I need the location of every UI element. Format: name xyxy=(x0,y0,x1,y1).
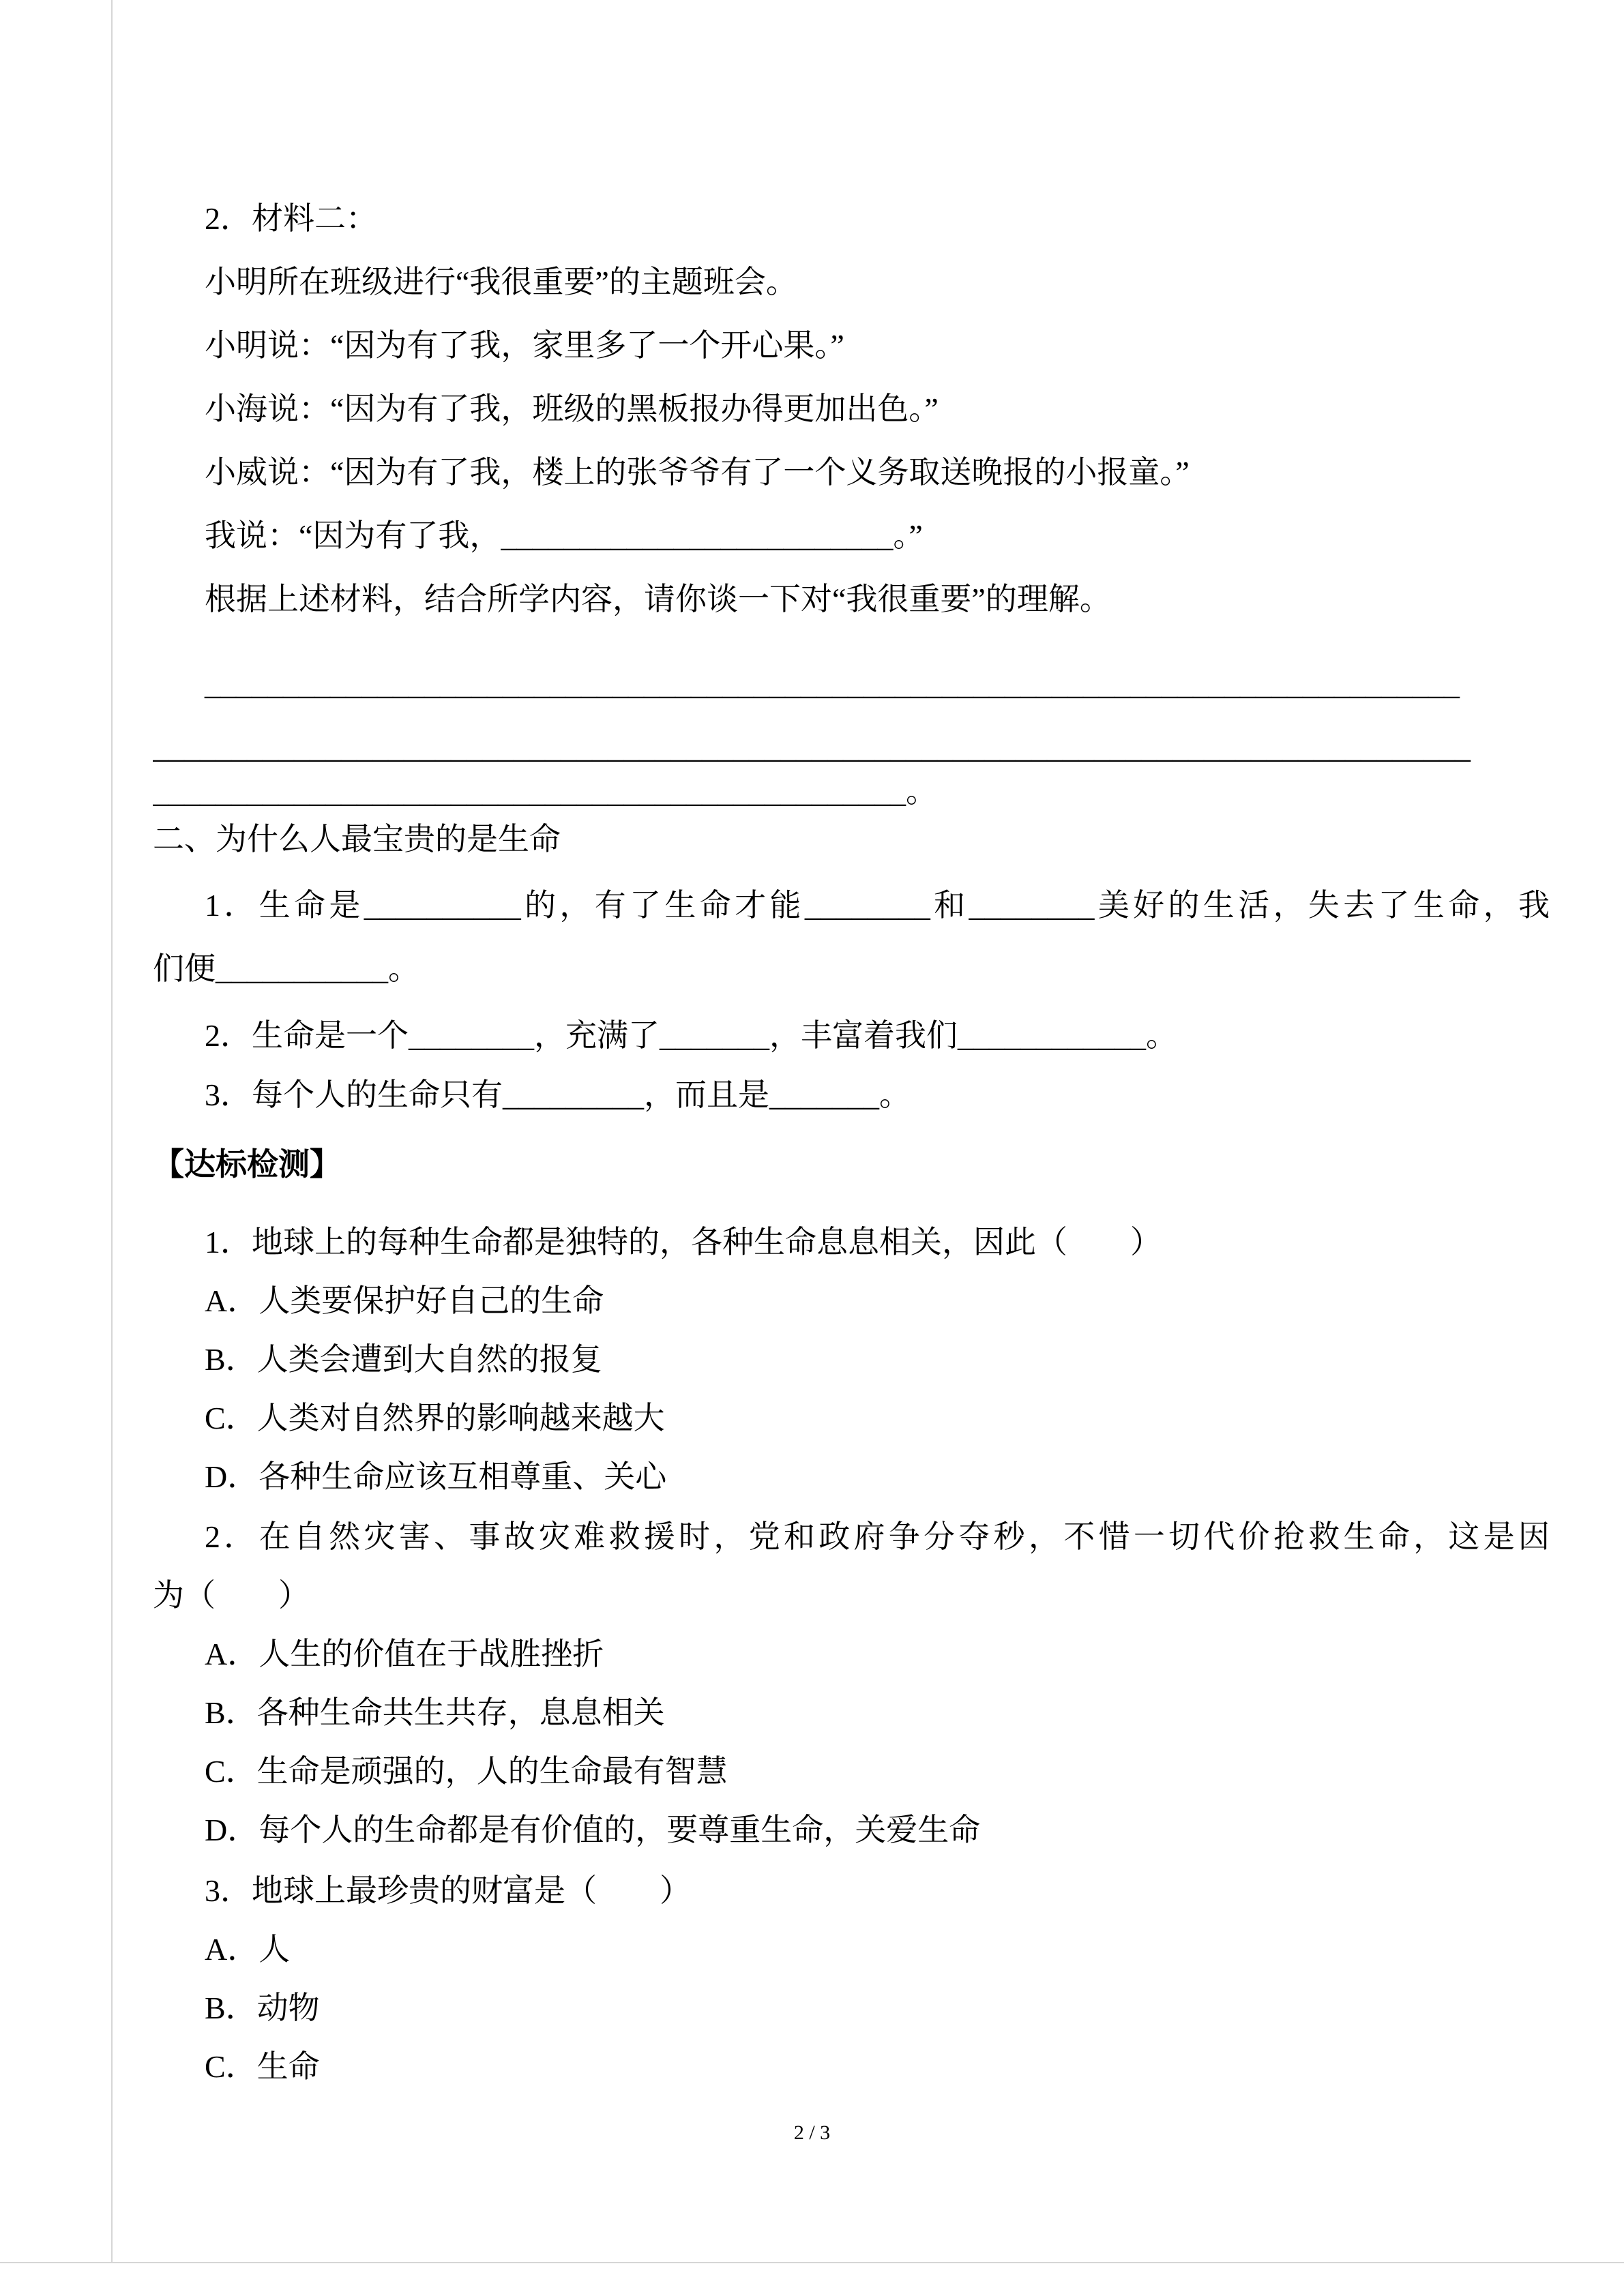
dialog-xiaohai: 小海说：“因为有了我，班级的黑板报办得更加出色。” xyxy=(205,391,939,426)
page-number: 2 / 3 xyxy=(793,2121,831,2144)
fill-item-1-line-1: 1．生命是__________的，有了生命才能________和________美好的生活，失去了生命，我 xyxy=(205,888,1550,923)
fill-item-3: 3．每个人的生命只有_________，而且是_______。 xyxy=(205,1077,911,1112)
material-task: 根据上述材料，结合所学内容，请你谈一下对“我很重要”的理解。 xyxy=(205,582,1111,616)
dialog-xiaowei: 小威说：“因为有了我，楼上的张爷爷有了一个义务取送晚报的小报童。” xyxy=(205,455,1190,490)
question-3-option-b: B．动物 xyxy=(205,1991,320,2025)
question-1-option-d: D．各种生命应该互相尊重、关心 xyxy=(205,1459,667,1494)
question-3-stem: 3．地球上最珍贵的财富是（ ） xyxy=(205,1873,691,1908)
dialog-xiaoming: 小明说：“因为有了我，家里多了一个开心果。” xyxy=(205,328,844,363)
section-two-heading: 二、为什么人最宝贵的是生命 xyxy=(153,822,561,856)
question-3-option-c: C．生命 xyxy=(205,2049,320,2084)
assessment-heading: 【达标检测】 xyxy=(153,1146,341,1182)
dialog-me-with-blank: 我说：“因为有了我，_________________________。” xyxy=(205,518,923,553)
answer-blank-line-1: ________________________________________________________________________________ xyxy=(205,666,1460,701)
question-1-option-b: B．人类会遭到大自然的报复 xyxy=(205,1342,602,1377)
question-1-option-c: C．人类对自然界的影响越来越大 xyxy=(205,1401,665,1435)
page-bottom-border xyxy=(0,2262,1624,2263)
question-2-option-b: B．各种生命共生共存，息息相关 xyxy=(205,1695,665,1730)
fill-item-2: 2．生命是一个________，充满了_______，丰富着我们____________。 xyxy=(205,1018,1177,1053)
fill-item-1-line-2: 们便___________。 xyxy=(153,951,419,986)
answer-blank-line-3: ________________________________________________。 xyxy=(153,774,937,809)
question-2-option-c: C．生命是顽强的，人的生命最有智慧 xyxy=(205,1754,728,1789)
question-3-option-a: A．人 xyxy=(205,1932,291,1967)
question-2-option-a: A．人生的价值在于战胜挫折 xyxy=(205,1637,604,1671)
question-1-option-a: A．人类要保护好自己的生命 xyxy=(205,1283,604,1318)
question-2-stem-line-2: 为（ ） xyxy=(153,1578,310,1613)
material-intro: 小明所在班级进行“我很重要”的主题班会。 xyxy=(205,265,797,299)
question-2-option-d: D．每个人的生命都是有价值的，要尊重生命，关爱生命 xyxy=(205,1813,981,1847)
answer-blank-line-2: ____________________________________________________________________________________ xyxy=(153,730,1471,764)
page-left-border xyxy=(111,0,113,2263)
question-2-stem-line-1: 2．在自然灾害、事故灾难救援时，党和政府争分夺秒，不惜一切代价抢救生命，这是因 xyxy=(205,1519,1550,1554)
material-two-heading: 2．材料二： xyxy=(205,201,377,236)
question-1-stem: 1．地球上的每种生命都是独特的，各种生命息息相关，因此（ ） xyxy=(205,1225,1162,1259)
